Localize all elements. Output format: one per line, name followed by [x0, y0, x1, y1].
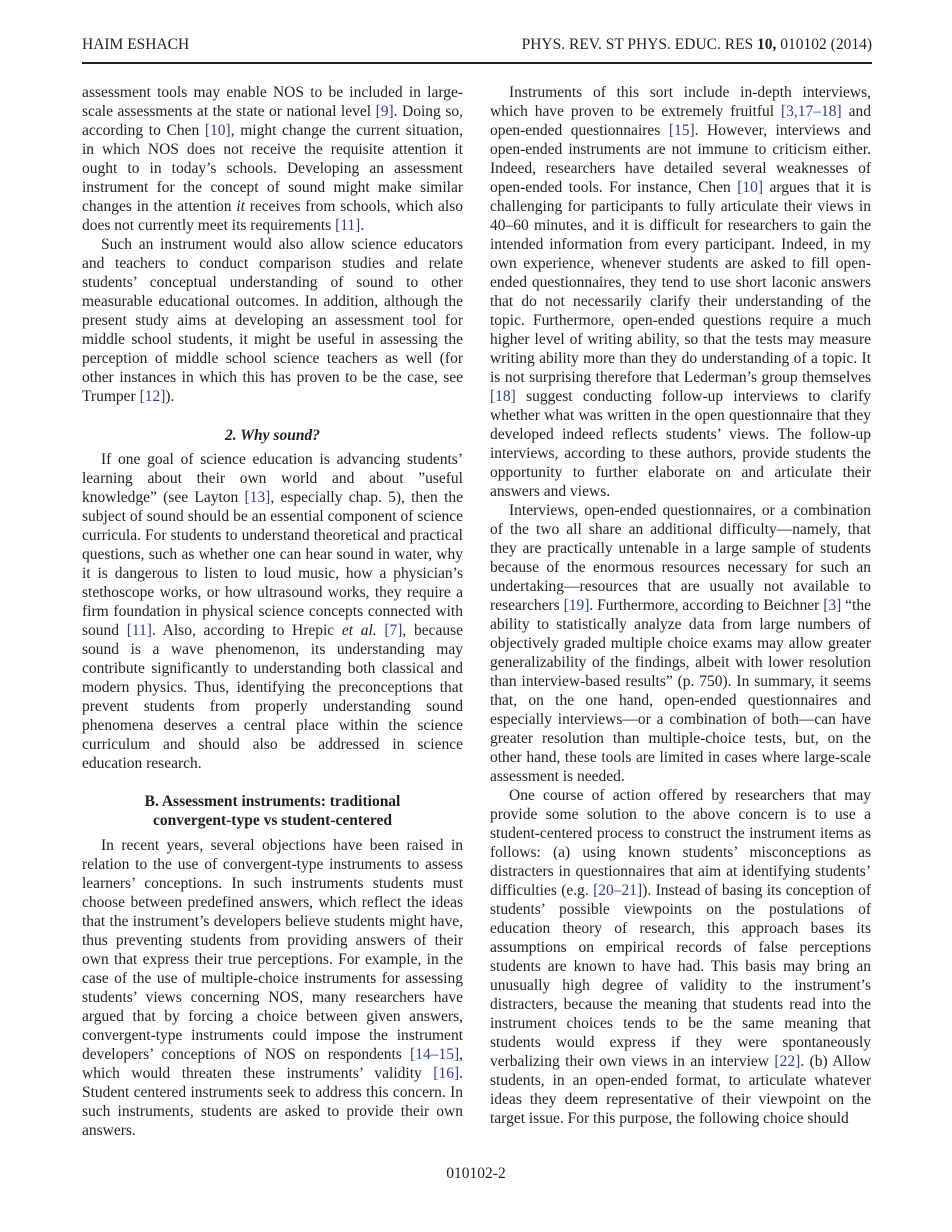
- header-journal: PHYS. REV. ST PHYS. EDUC. RES: [521, 36, 758, 53]
- paragraph-text: . Doing so, according to Chen: [82, 103, 463, 139]
- paragraph-text: If one goal of science education is advancing students’ learning about their own world and about ”useful knowledge” (see Layton: [82, 451, 463, 506]
- paragraph: [82, 235, 463, 406]
- paragraph-text: receives from schools, which also does not currently meet its requirements: [82, 198, 463, 234]
- citation-link[interactable]: [19]: [563, 597, 590, 614]
- paragraph-text: ). Instead of basing its conception of students’ possible viewpoints on the postulations of education theory of research, this approach bases its assumptions on empirical records of false perceptions students are known to have had. This basis may bring an unusually high degree of validity to the instrument’s distracters, because the meaning that students read into the instrument choices tends to be the same meaning that students would express if they were spontaneously verbalizing their own views in an interview: [490, 882, 871, 1070]
- paragraph-text: argues that it is challenging for participants to fully articulate their views in 40–60 minutes, and it is difficult for researchers to gain the intended information from every participant. Indeed, in my own experience, whenever students are asked to fill open-ended questionnaires, they tend to use short laconic answers that do not necessarily clarify their understanding of the topic. Furthermore, open-ended questions require a much higher level of writing ability, so that the tests may measure writing ability more than they do understanding of a topic. It is not surprising therefore that Lederman’s group themselves: [490, 179, 871, 386]
- paragraph-text: , which would threaten these instruments’ validity: [82, 1046, 463, 1082]
- paragraph: [490, 83, 871, 501]
- citation-link[interactable]: [20–21]: [593, 882, 643, 899]
- paragraph: [82, 836, 463, 1140]
- header-citation: [522, 36, 872, 54]
- paragraph-text: . Student centered instruments seek to address this concern. In such instruments, students are asked to provide their own answers.: [82, 1065, 463, 1139]
- paragraph-text: . However, interviews and open-ended instruments are not immune to criticism either. Indeed, researchers have detailed several weaknesses of open-ended tools. For instance, Chen: [490, 122, 871, 196]
- citation-link[interactable]: [11]: [126, 622, 152, 639]
- paragraph: [490, 786, 871, 1128]
- paragraph-text: .: [360, 217, 365, 234]
- citation-link[interactable]: [11]: [335, 217, 361, 234]
- section-heading: [82, 792, 463, 830]
- paragraph-text: Such an instrument would also allow science educators and teachers to conduct comparison studies and relate students’ conceptual understanding of sound to other measurable educational outcomes. In addition, although the present study aims at developing an assessment tool for middle school students, it might be useful in assessing the perception of middle school science teachers as well (for other instances in which this has proven to be the case, see Trumper: [82, 236, 463, 405]
- paragraph-text: , might change the current situation, in which NOS does not receive the requisite attention it ought to in today’s schools. Developing an assessment instrument for the concept of sound might make similar changes in the attention: [82, 122, 463, 215]
- paragraph-text: . Also, according to Hrepic: [151, 622, 342, 639]
- citation-link[interactable]: [9]: [375, 103, 394, 120]
- paragraph-text: and open-ended questionnaires: [490, 103, 871, 139]
- citation-link[interactable]: [13]: [244, 489, 271, 506]
- running-header: [82, 36, 872, 64]
- paragraph-text: Instruments of this sort include in-depth interviews, which have proven to be extremely fruitful: [490, 84, 871, 120]
- italic-text: et al.: [341, 622, 377, 639]
- citation-link[interactable]: [18]: [490, 388, 516, 405]
- left-column: [82, 83, 463, 1140]
- section-heading-line: B. Assessment instruments: traditional: [144, 793, 401, 810]
- right-column: [490, 83, 871, 1128]
- paragraph-text: “the ability to statistically analyze data from large numbers of objectively graded multiple choice exams may allow greater generalizability of the findings, albeit with lower resolution than interview-based results” (p. 750). In summary, it seems that, on the one hand, open-ended questionnaires and especially interviews—or a combination of both—can have greater resolution than multiple-choice tests, but, on the other hand, these tools are limited in cases where large-scale assessment is needed.: [490, 597, 871, 785]
- paragraph-text: . Furthermore, according to Beichner: [589, 597, 824, 614]
- paragraph-text: , because sound is a wave phenomenon, its understanding may contribute significantly to understanding both classical and modern physics. Thus, identifying the preconceptions that prevent students from properly understanding sound phenomena deserves a central place within the science curriculum and should also be addressed in science education research.: [82, 622, 463, 772]
- header-volume: 10,: [757, 36, 777, 53]
- citation-link[interactable]: [12]: [139, 388, 166, 405]
- paragraph-text: assessment tools may enable NOS to be included in large-scale assessments at the state or national level: [82, 84, 463, 120]
- header-author: HAIM ESHACH: [82, 36, 190, 53]
- paragraph: [82, 83, 463, 235]
- citation-link[interactable]: [3]: [823, 597, 842, 614]
- citation-link[interactable]: [15]: [668, 122, 695, 139]
- header-article-year: 010102 (2014): [776, 36, 872, 53]
- paragraph-text: Interviews, open-ended questionnaires, or a combination of the two all share an additional difficulty—namely, that they are practically untenable in a large sample of students because of the enormous resources necessary for such an undertaking—resources that are usually not available to researchers: [490, 502, 871, 614]
- paragraph-text: suggest conducting follow-up interviews to clarify whether what was written in the open questionnaire that they developed indeed reflects students’ views. The follow-up interviews, according to these authors, provide students the opportunity to further elaborate on and articulate their answers and views.: [490, 388, 871, 500]
- section-heading: [82, 426, 463, 445]
- paragraph-text: . (b) Allow students, in an open-ended format, to articulate whatever ideas they deem representative of their viewpoint on the target issue. For this purpose, the following choice should: [490, 1053, 872, 1127]
- citation-link[interactable]: [10]: [204, 122, 231, 139]
- citation-link[interactable]: [10]: [737, 179, 764, 196]
- italic-text: it: [236, 198, 245, 215]
- citation-link[interactable]: [16]: [433, 1065, 460, 1082]
- citation-link[interactable]: [3,17–18]: [781, 103, 842, 120]
- paragraph-text: ).: [165, 388, 175, 405]
- page-number: 010102-2: [446, 1165, 506, 1182]
- citation-link[interactable]: [14–15]: [410, 1046, 460, 1063]
- section-heading-line: 2. Why sound?: [225, 427, 320, 444]
- paragraph-text: , especially chap. 5), then the subject of sound should be an essential component of science curricula. For students to understand theoretical and practical questions, such as whether one can hear sound in water, why it is dangerous to listen to loud music, how a physician’s stethoscope works, or how ultrasound works, they require a firm foundation in physical science concepts connected with sound: [82, 489, 464, 639]
- paragraph: [82, 450, 463, 773]
- section-heading-line: convergent-type vs student-centered: [152, 812, 393, 829]
- paragraph-text: In recent years, several objections have been raised in relation to the use of convergent-type instruments to assess learners’ conceptions. In such instruments students must choose between predefined answers, which reflect the ideas that the instrument’s developers believe students might have, thus preventing students from providing answers of their own that express their true perceptions. For example, in the case of the use of multiple-choice instruments for assessing students’ views concerning NOS, many researchers have argued that by forcing a choice between given answers, convergent-type instruments could impose the instrument developers’ conceptions of NOS on respondents: [82, 837, 463, 1063]
- citation-link[interactable]: [7]: [384, 622, 403, 639]
- citation-link[interactable]: [22]: [774, 1053, 801, 1070]
- paragraph-text: One course of action offered by researchers that may provide some solution to the above concern is to use a student-centered process to construct the instrument items as follows: (a) using known students’ misconceptions as distracters in questionnaires that aim at identifying students’ difficulties (e.g.: [490, 787, 871, 899]
- paragraph: [490, 501, 871, 786]
